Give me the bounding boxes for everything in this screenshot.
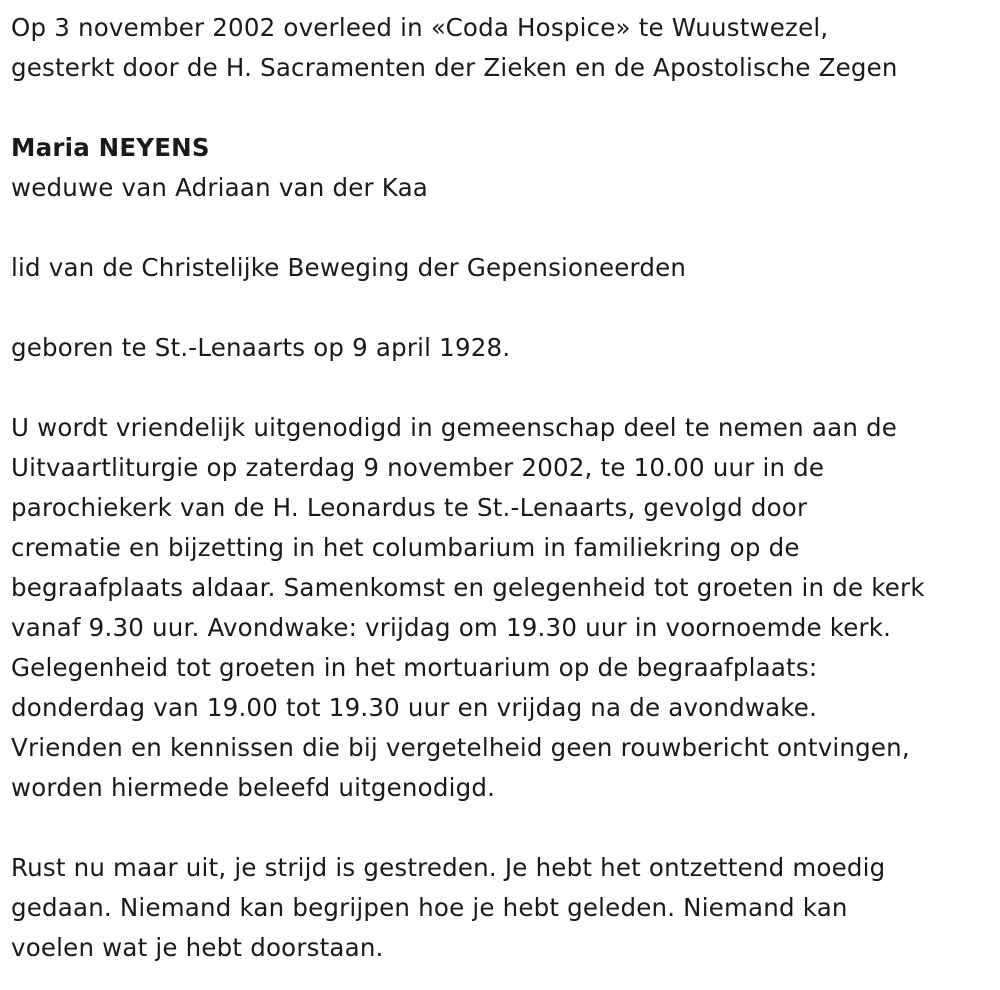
invitation-line: worden hiermede beleefd uitgenodigd. — [11, 773, 496, 802]
widow-of-line: weduwe van Adriaan van der Kaa — [11, 173, 428, 202]
closing-paragraph — [11, 848, 996, 968]
intro-line: gesterkt door de H. Sacramenten der Zieken en de Apostolische Zegen — [11, 53, 898, 82]
invitation-line: parochiekerk van de H. Leonardus te St.-Lenaarts, gevolgd door — [11, 493, 808, 522]
invitation-line: begraafplaats aldaar. Samenkomst en gelegenheid tot groeten in de kerk — [11, 573, 925, 602]
invitation-line: crematie en bijzetting in het columbarium in familiekring op de — [11, 533, 800, 562]
invitation-line: U wordt vriendelijk uitgenodigd in gemeenschap deel te nemen aan de — [11, 413, 898, 442]
deceased-name: Maria NEYENS — [11, 133, 210, 162]
intro-line: Op 3 november 2002 overleed in «Coda Hospice» te Wuustwezel, — [11, 13, 829, 42]
closing-line: Rust nu maar uit, je strijd is gestreden. Je hebt het ontzettend moedig — [11, 853, 886, 882]
spacer — [11, 88, 996, 128]
closing-line: voelen wat je hebt doorstaan. — [11, 933, 384, 962]
birth-line: geboren te St.-Lenaarts op 9 april 1928. — [11, 333, 511, 362]
invitation-line: Gelegenheid tot groeten in het mortuarium op de begraafplaats: — [11, 653, 818, 682]
spacer — [11, 368, 996, 408]
invitation-line: vanaf 9.30 uur. Avondwake: vrijdag om 19.30 uur in voornoemde kerk. — [11, 613, 892, 642]
invitation-line: donderdag van 19.00 tot 19.30 uur en vrijdag na de avondwake. — [11, 693, 818, 722]
spacer — [11, 208, 996, 248]
obituary-document — [11, 8, 996, 968]
spacer — [11, 808, 996, 848]
intro-paragraph — [11, 8, 996, 88]
invitation-line: Uitvaartliturgie op zaterdag 9 november 2002, te 10.00 uur in de — [11, 453, 825, 482]
membership-line: lid van de Christelijke Beweging der Gepensioneerden — [11, 253, 687, 282]
closing-line: gedaan. Niemand kan begrijpen hoe je hebt geleden. Niemand kan — [11, 893, 848, 922]
spacer — [11, 288, 996, 328]
invitation-paragraph — [11, 408, 996, 808]
invitation-line: Vrienden en kennissen die bij vergetelheid geen rouwbericht ontvingen, — [11, 733, 910, 762]
